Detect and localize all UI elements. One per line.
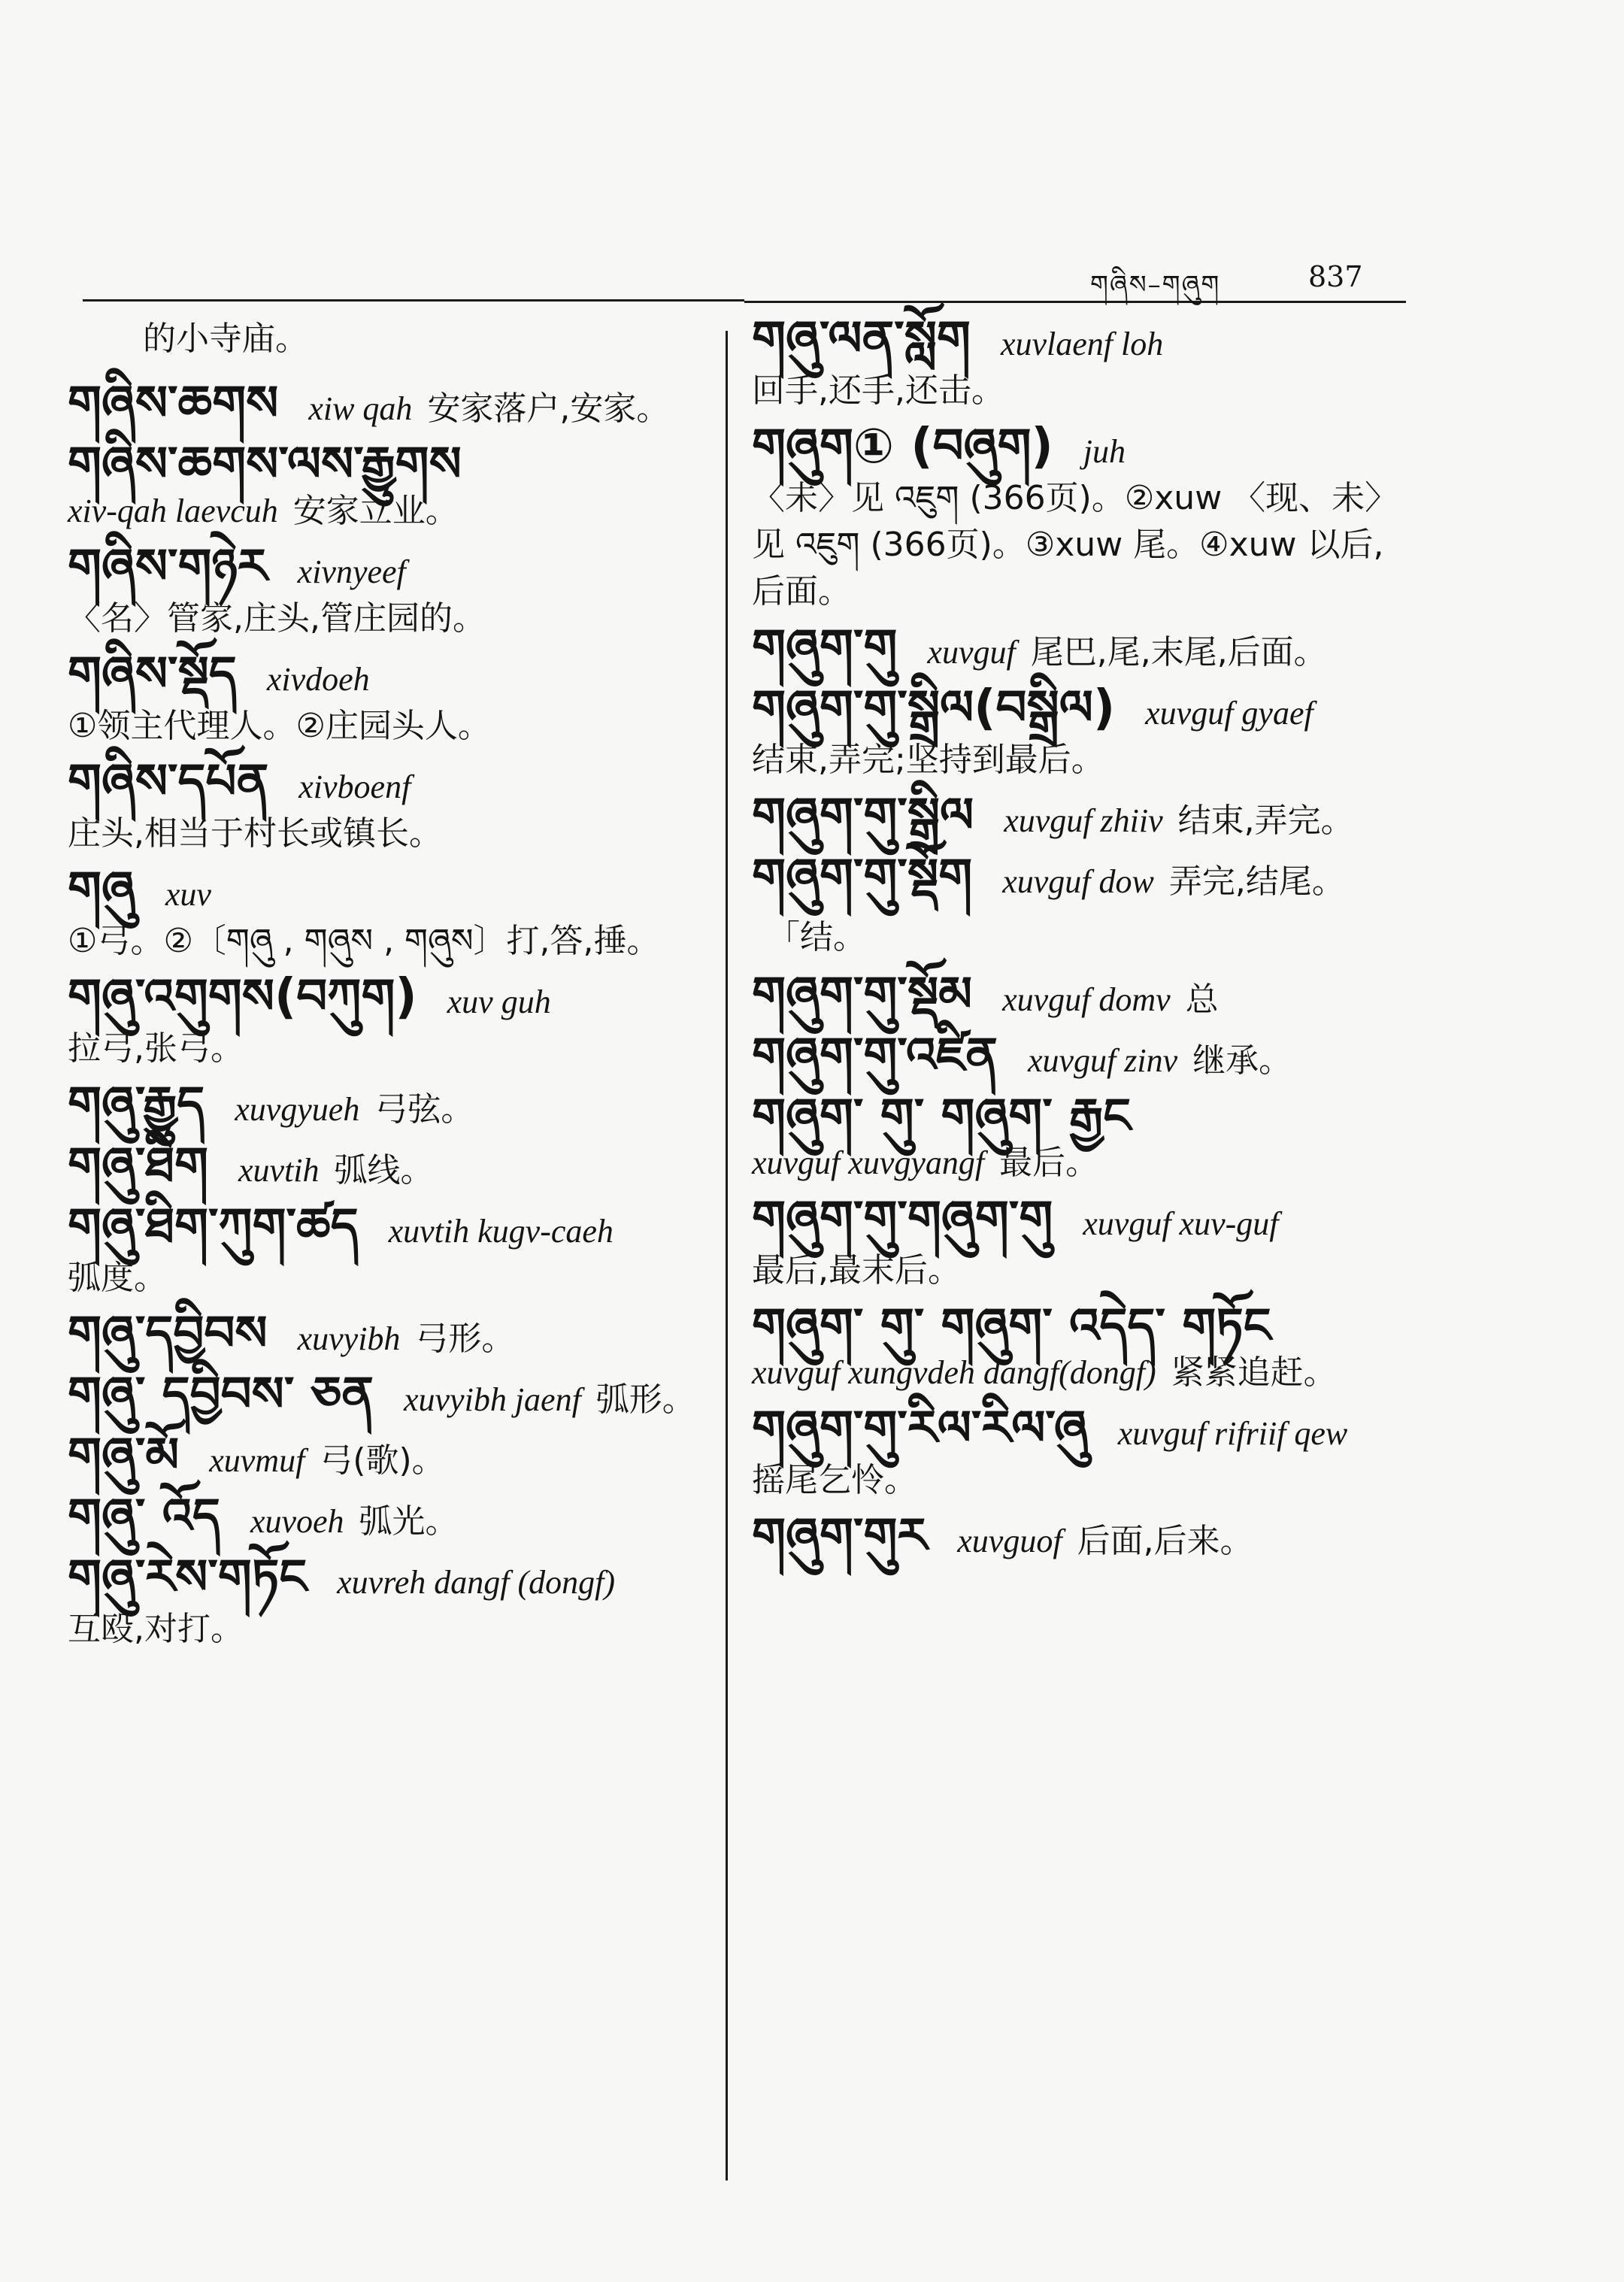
gloss: 拉弓,张弓。: [68, 1029, 244, 1068]
entry-line: [68, 1138, 707, 1194]
headword: གཞིས་དཔོན: [68, 754, 269, 810]
dictionary-entry: [68, 376, 707, 432]
entry-line: [68, 1306, 707, 1362]
dictionary-entry: [752, 1401, 1406, 1504]
headword: གཞུག་གུ་འཛིན: [752, 1028, 998, 1083]
gloss: 最后。: [999, 1144, 1099, 1182]
dictionary-entry: [752, 788, 1406, 844]
romanization: xuνyibh: [297, 1320, 401, 1357]
headword: གཞུ་ལན་སློག: [752, 311, 971, 367]
romanization: xuνguf xungνdeh dangf(dongf): [752, 1354, 1156, 1391]
entry-line: [68, 1367, 707, 1423]
romanization: xuνguf zinν: [1027, 1042, 1178, 1079]
headword: གཞུ་རེས་གཏོང: [68, 1550, 308, 1605]
dictionary-entry: [68, 1367, 707, 1423]
gloss: 紧紧追赶。: [1171, 1353, 1337, 1392]
dictionary-entry: [68, 647, 707, 750]
romanization: xuνyibh jaenf: [404, 1381, 581, 1418]
headword: གཞིས་སྡོད: [68, 647, 237, 702]
gloss: 安家落户,安家。: [427, 389, 670, 428]
entry-line: [68, 754, 707, 857]
romanization: xuνguf rifriif qew: [1117, 1415, 1348, 1452]
headword: གཞིས་ཆགས་ལས་རྒྱུགས: [68, 437, 462, 492]
entry-line: [752, 1508, 1406, 1565]
romanization: xuνguf gyaef: [1145, 695, 1313, 732]
entry-line: [752, 1089, 1406, 1186]
headword: གཞུག་ གུ་ གཞུག་ རྒྱང: [752, 1089, 1132, 1144]
entry-line: [752, 1401, 1406, 1504]
right-column: [752, 311, 1406, 1574]
gloss: 弓(歌)。: [320, 1441, 445, 1480]
romanization: xuνguf xuνgyangf: [752, 1144, 985, 1181]
gloss: 〈未〉见 འཇུག (366页)。②xuw 〈现、未〉见 འཇུག (366页)。③xuw 尾。④xuw 以后,后面。: [752, 479, 1398, 611]
romanization: xuνguof: [957, 1523, 1062, 1559]
gloss: 弧形。: [595, 1380, 695, 1419]
headword: གཞུ་མོ: [68, 1428, 180, 1483]
header-rule-right: [744, 301, 1406, 303]
dictionary-entry: [752, 1299, 1406, 1396]
entry-line: [752, 967, 1406, 1023]
romanization: xiνnyeef: [297, 553, 406, 590]
column-divider: [726, 331, 728, 2180]
romanization: xuνguf xuν-guf: [1083, 1205, 1279, 1242]
dictionary-entry: [68, 1550, 707, 1653]
headword: གཞུག་གུ་རིལ་རིལ་ཞུ: [752, 1401, 1088, 1456]
dictionary-entry: [68, 1428, 707, 1484]
dictionary-entry: [752, 311, 1406, 414]
gloss: 安家立业。: [292, 492, 459, 530]
romanization: xiν-qah laeνcuh: [68, 492, 278, 529]
gloss: 结束,弄完;坚持到最后。: [752, 741, 1104, 779]
entry-line: [752, 419, 1406, 615]
headword: གཞུ: [68, 862, 135, 917]
entry-line: [68, 1199, 707, 1302]
dictionary-entry: [68, 1138, 707, 1194]
headword: གཞུ་ཐིག་ཀུག་ཚད: [68, 1199, 359, 1254]
headword: གཞུག་གུ་གཞུག་གུ: [752, 1191, 1053, 1247]
dictionary-entry: [68, 969, 707, 1072]
headword: གཞུ་ དབྱིབས་ ཅན: [68, 1367, 374, 1423]
romanization: xuνguf: [927, 634, 1016, 671]
romanization: xuνoeh: [250, 1503, 344, 1540]
page-number: 837: [1308, 260, 1363, 293]
entry-line: [68, 1550, 707, 1653]
running-head: གཞིས–གཞུག: [1090, 270, 1221, 300]
dictionary-entry: [752, 849, 1406, 905]
headword: གཞིས་ཆགས: [68, 376, 279, 432]
dictionary-entry: [68, 754, 707, 857]
romanization: juh: [1083, 433, 1126, 470]
entry-line: [752, 1299, 1406, 1396]
headword: གཞུག་གུ: [752, 620, 898, 675]
header-rule-left: [83, 299, 744, 302]
dictionary-entry: [68, 539, 707, 642]
romanization: xiw qah: [308, 390, 413, 427]
entry-line: [68, 376, 707, 432]
headword: གཞུག① (བཞུག): [752, 419, 1053, 474]
dictionary-entry: [752, 1028, 1406, 1084]
gloss: 摇尾乞怜。: [752, 1461, 917, 1499]
entry-fragment: 「结。: [767, 918, 866, 956]
entry-line: [68, 1489, 707, 1545]
gloss: 〈名〉管家,庄头,管庄园的。: [68, 599, 486, 638]
headword: གཞིས་གཉེར: [68, 539, 268, 595]
entry-line: [68, 1428, 707, 1484]
romanization: xiνboenf: [298, 768, 411, 805]
headword: གཞུག་ གུ་ གཞུག་ འདེད་ གཏོང: [752, 1299, 1271, 1354]
romanization: xuν guh: [447, 983, 551, 1020]
headword: གཞུག་གུར: [752, 1508, 928, 1564]
headword: གཞུག་གུ་སྒྲིལ(བསྒྲིལ): [752, 680, 1116, 736]
headword: གཞུག་གུ་སྡོག: [752, 849, 973, 905]
dictionary-entry: [68, 1306, 707, 1362]
entry-line: [68, 1077, 707, 1133]
romanization: xuνtih: [238, 1152, 320, 1189]
romanization: xuνlaenf loh: [1000, 326, 1164, 362]
romanization: xuνguf dow: [1002, 863, 1154, 900]
gloss: 继承。: [1192, 1041, 1292, 1080]
page-header: [83, 256, 1406, 308]
gloss: ①领主代理人。②庄园头人。: [68, 707, 491, 745]
gloss: 弧度。: [68, 1259, 167, 1297]
entry-line: [752, 1191, 1406, 1294]
dictionary-entry: [752, 1191, 1406, 1294]
dictionary-entry: [752, 1508, 1406, 1565]
entry-line: [68, 437, 707, 535]
entry-line: [68, 539, 707, 642]
entry-line: [752, 849, 1406, 905]
dictionary-entry: [752, 1089, 1406, 1186]
romanization: xuνgyueh: [235, 1091, 360, 1128]
headword: གཞུ་དབྱིབས: [68, 1306, 268, 1362]
romanization: xuνtih kugν-caeh: [388, 1213, 614, 1250]
headword: གཞུ་ཐིག: [68, 1138, 209, 1193]
dictionary-entry: [752, 620, 1406, 676]
dictionary-entry: [68, 1077, 707, 1133]
gloss: 弄完,结尾。: [1168, 862, 1345, 901]
gloss: 弧线。: [334, 1151, 434, 1189]
dictionary-entry: [752, 967, 1406, 1023]
dictionary-entry: [68, 437, 707, 535]
gloss: 庄头,相当于村长或镇长。: [68, 814, 442, 853]
gloss: 弓弦。: [374, 1090, 474, 1129]
dictionary-entry: [68, 862, 707, 965]
romanization: xuνguf zhiiν: [1004, 802, 1163, 839]
dictionary-entry: [752, 680, 1406, 783]
gloss: 弧光。: [359, 1502, 459, 1541]
left-column: [68, 316, 707, 1662]
gloss: 尾巴,尾,末尾,后面。: [1030, 633, 1327, 671]
headword: གཞུག་གུ་སྒྲིལ: [752, 788, 974, 844]
dictionary-entry: [752, 419, 1406, 615]
romanization: xiνdoeh: [266, 661, 370, 698]
romanization: xuνmuf: [209, 1442, 305, 1479]
gloss: 总: [1185, 980, 1219, 1019]
romanization: xuνguf domν: [1002, 981, 1171, 1018]
gloss: 结束,弄完。: [1177, 802, 1354, 840]
entry-line: [752, 620, 1406, 676]
gloss: 互殴,对打。: [68, 1610, 244, 1648]
gloss: 回手,还手,还击。: [752, 371, 1004, 410]
entry-line: [752, 788, 1406, 844]
carryover-text: 的小寺庙。: [143, 320, 308, 358]
headword: གཞུག་གུ་སྡོམ: [752, 967, 973, 1023]
entry-line: [68, 969, 707, 1072]
entry-line: [752, 680, 1406, 783]
dictionary-entry: [68, 1489, 707, 1545]
headword: གཞུ་རྒྱུད: [68, 1077, 205, 1132]
entry-line: [68, 862, 707, 965]
entry-line: [68, 647, 707, 750]
gloss: 弓形。: [415, 1320, 515, 1358]
entry-line: [752, 1028, 1406, 1084]
right-entries: [752, 311, 1406, 1565]
entry-line: [752, 311, 1406, 414]
gloss: ①弓。②〔གཞུ , གཞུས , གཞུས〕打,答,捶。: [68, 922, 660, 960]
romanization: xuν: [165, 876, 211, 913]
romanization: xuνreh dangf (dongf): [337, 1564, 615, 1601]
left-entries: [68, 376, 707, 1653]
gloss: 最后,最末后。: [752, 1251, 961, 1289]
gloss: 后面,后来。: [1077, 1522, 1253, 1560]
headword: གཞུ་འགུགས(བཀུག): [68, 969, 417, 1025]
headword: གཞུ་ འོད: [68, 1489, 220, 1544]
dictionary-entry: [68, 1199, 707, 1302]
